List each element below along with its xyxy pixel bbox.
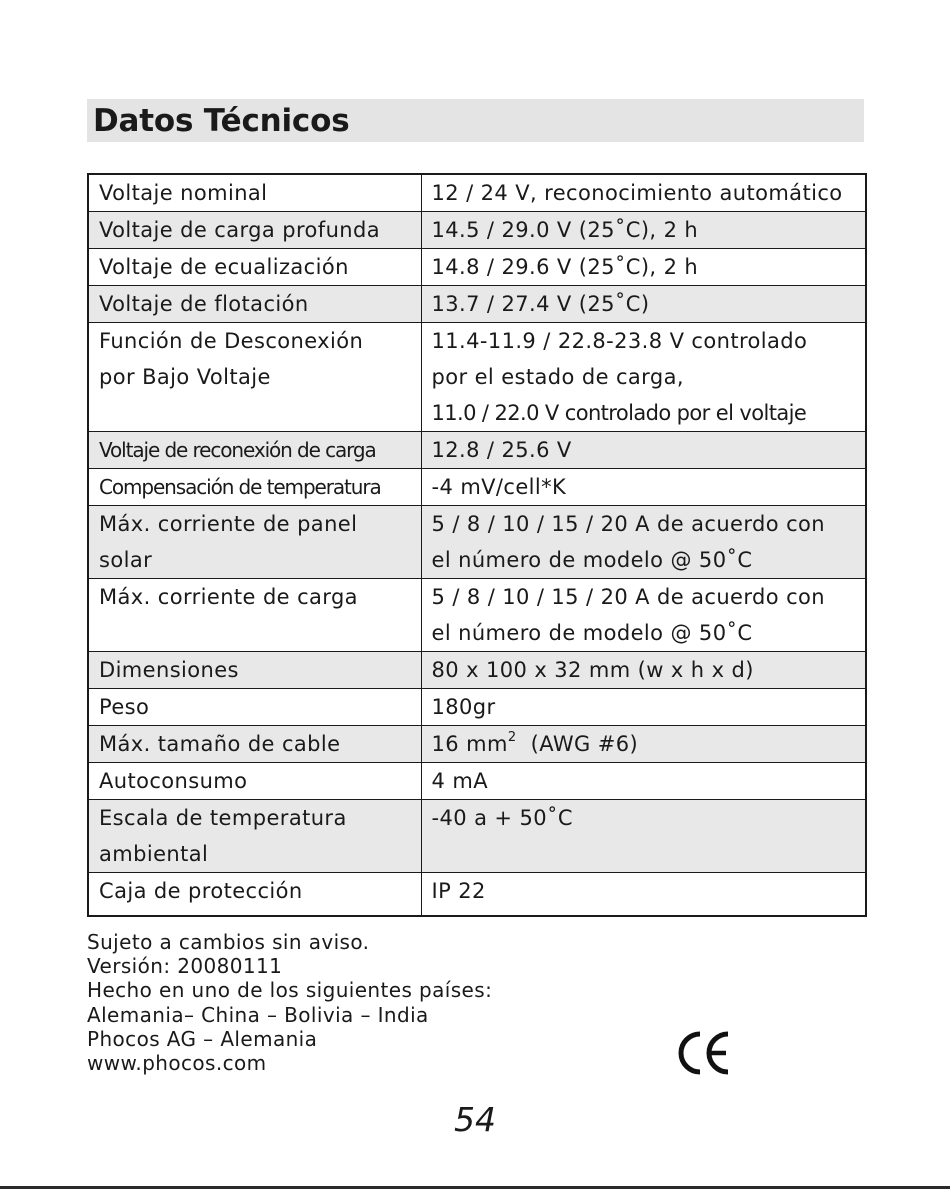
spec-label-line: Función de Desconexión (99, 329, 364, 353)
table-row (88, 689, 866, 726)
spec-label (88, 469, 421, 506)
spec-value-line: por el estado de carga, (431, 365, 684, 389)
spec-label-line: Escala de temperatura (99, 806, 347, 830)
spec-value: -40 a + 50˚C (421, 800, 866, 873)
table-row (88, 432, 866, 469)
footer-notes (87, 930, 492, 1075)
spec-label: Voltaje de flotación (88, 286, 421, 323)
table-row (88, 469, 866, 506)
footer-line: Alemania– China – Bolivia – India (87, 1002, 429, 1027)
spec-label (88, 323, 421, 432)
spec-value-line: 5 / 8 / 10 / 15 / 20 A de acuerdo con (431, 512, 825, 536)
footer-line: www.phocos.com (87, 1051, 267, 1076)
table-row (88, 763, 866, 800)
table-row (88, 800, 866, 873)
spec-label-line: ambiental (99, 842, 209, 866)
section-title: Datos Técnicos (93, 102, 350, 139)
spec-label: Voltaje de ecualización (88, 249, 421, 286)
spec-label-text: Compensación de temperatura (99, 475, 381, 499)
spec-label: Máx. tamaño de cable (88, 726, 421, 763)
spec-label (88, 432, 421, 469)
spec-label-line: solar (99, 548, 153, 572)
spec-value: 14.5 / 29.0 V (25˚C), 2 h (421, 212, 866, 249)
spec-label-text: Voltaje de reconexión de carga (99, 438, 376, 462)
section-title-bar (87, 99, 864, 142)
table-row (88, 323, 866, 432)
spec-value (421, 323, 866, 432)
spec-label: Dimensiones (88, 652, 421, 689)
spec-label (88, 506, 421, 579)
spec-value: 12.8 / 25.6 V (421, 432, 866, 469)
spec-value: 13.7 / 27.4 V (25˚C) (421, 286, 866, 323)
ce-mark-icon (676, 1028, 732, 1078)
footer-line: Hecho en uno de los siguientes países: (87, 978, 493, 1003)
spec-value-line: 11.0 / 22.0 V controlado por el voltaje (431, 401, 807, 425)
superscript-two: 2 (507, 730, 517, 745)
spec-label (88, 800, 421, 873)
table-row (88, 506, 866, 579)
spec-value-line: el número de modelo @ 50˚C (431, 621, 753, 645)
table-row (88, 579, 866, 652)
spec-value-line: 11.4-11.9 / 22.8-23.8 V controlado (431, 329, 808, 353)
spec-value (421, 506, 866, 579)
table-row (88, 726, 866, 763)
table-row (88, 873, 866, 917)
spec-value (421, 726, 866, 763)
footer-line: Versión: 20080111 (87, 954, 283, 979)
cable-size-value: 16 mm (431, 732, 508, 756)
spec-label: Voltaje nominal (88, 174, 421, 212)
spec-value-line: el número de modelo @ 50˚C (431, 548, 753, 572)
spec-label-line: Máx. corriente de panel (99, 512, 358, 536)
page-number: 54 (454, 1100, 496, 1139)
spec-label-line: por Bajo Voltaje (99, 365, 271, 389)
spec-value: -4 mV/cell*K (421, 469, 866, 506)
spec-value-line: 5 / 8 / 10 / 15 / 20 A de acuerdo con (431, 585, 825, 609)
spec-value: IP 22 (421, 873, 866, 917)
table-row (88, 652, 866, 689)
spec-label: Voltaje de carga profunda (88, 212, 421, 249)
spec-value: 180gr (421, 689, 866, 726)
awg-value: (AWG #6) (530, 732, 639, 756)
technical-data-table (87, 173, 867, 917)
table-row (88, 174, 866, 212)
spec-label: Autoconsumo (88, 763, 421, 800)
spec-value: 80 x 100 x 32 mm (w x h x d) (421, 652, 866, 689)
footer-line: Phocos AG – Alemania (87, 1026, 318, 1051)
footer-line: Sujeto a cambios sin aviso. (87, 930, 370, 954)
spec-value: 14.8 / 29.6 V (25˚C), 2 h (421, 249, 866, 286)
spec-label: Peso (88, 689, 421, 726)
table-row (88, 212, 866, 249)
spec-label: Caja de protección (88, 873, 421, 917)
spec-value: 4 mA (421, 763, 866, 800)
spec-value: 12 / 24 V, reconocimiento automático (421, 174, 866, 212)
spec-value (421, 579, 866, 652)
table-row (88, 286, 866, 323)
spec-label: Máx. corriente de carga (88, 579, 421, 652)
table-row (88, 249, 866, 286)
